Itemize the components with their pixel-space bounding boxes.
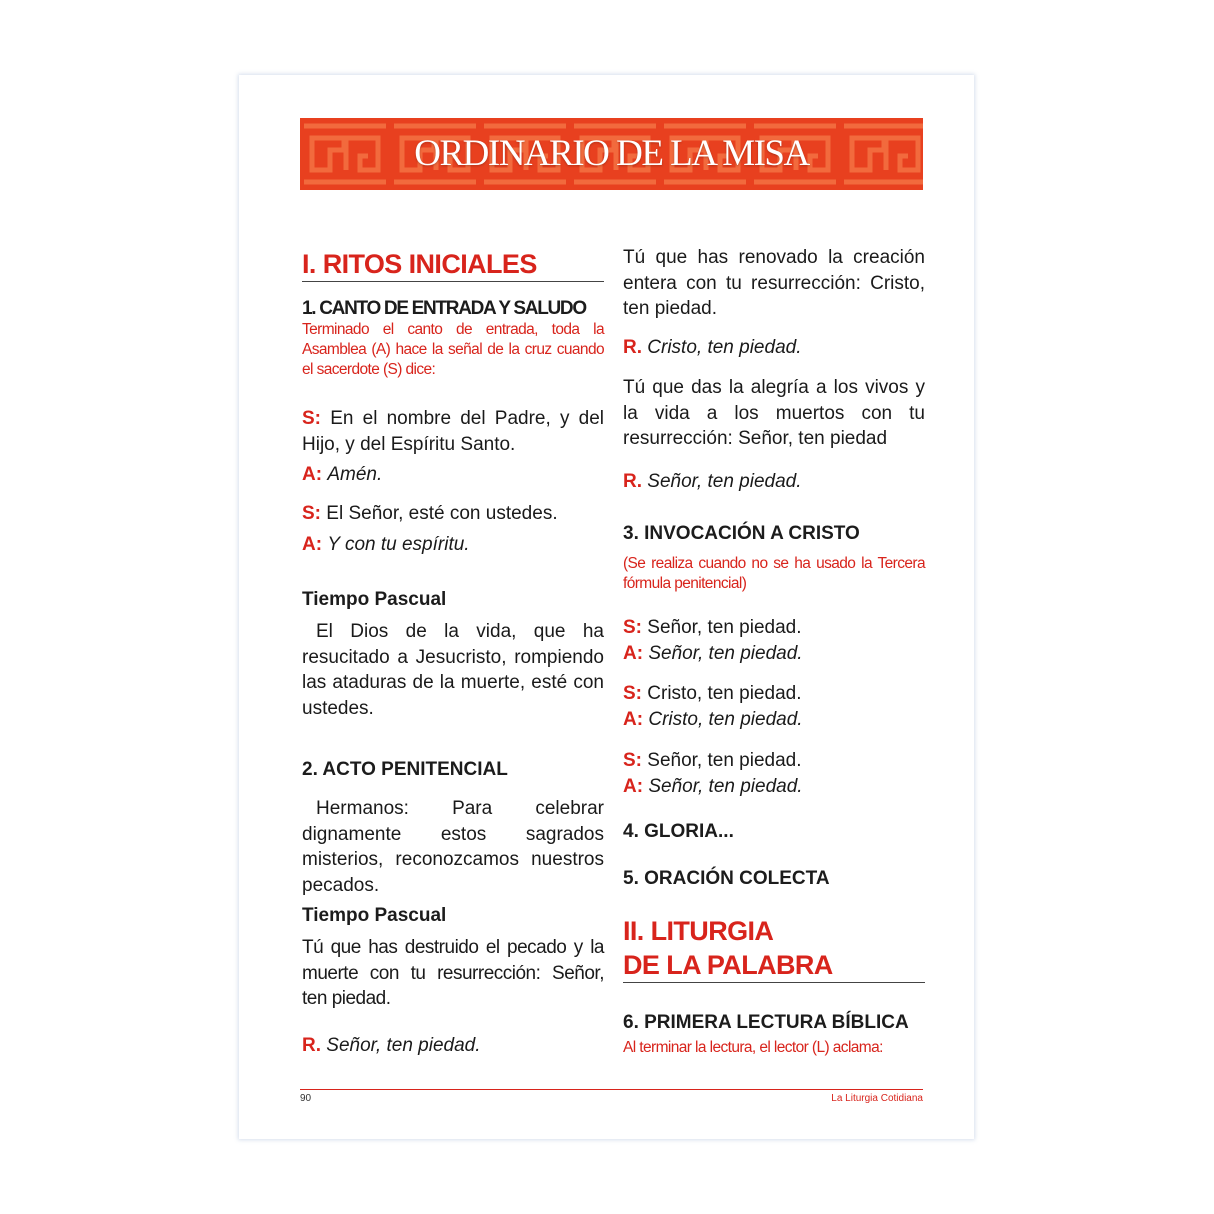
dialogue-s2 bbox=[302, 501, 604, 527]
invocation-pair-2 bbox=[623, 681, 925, 733]
section-heading: I. RITOS INICIALES bbox=[302, 249, 537, 279]
item-heading: 5. ORACIÓN COLECTA bbox=[623, 868, 830, 889]
speaker-label: R. bbox=[302, 1035, 321, 1056]
response-r1 bbox=[302, 1033, 604, 1059]
response-r2 bbox=[623, 335, 925, 361]
rubric-text: Al terminar la lectura, el lector (L) aclama: bbox=[623, 1039, 883, 1056]
section-heading-line: DE LA PALABRA bbox=[623, 950, 833, 980]
paragraph-text: Tú que das la alegría a los vivos y la vida a los muertos con tu resurrección: Señor, ten piedad bbox=[623, 377, 925, 449]
speaker-label: R. bbox=[623, 337, 642, 358]
invocation-pair-3 bbox=[623, 748, 925, 800]
paragraph-text: Tú que has renovado la creación entera con tu resurrección: Cristo, ten piedad. bbox=[623, 247, 925, 319]
section-liturgia-palabra bbox=[623, 914, 925, 983]
dialogue-text: En el nombre del Padre, y del Hijo, y del Espíritu Santo. bbox=[302, 408, 605, 455]
speaker-label: S: bbox=[623, 617, 642, 638]
item-primera-lectura bbox=[623, 1012, 925, 1058]
response-text: Amén. bbox=[327, 464, 383, 485]
section-heading-line: II. LITURGIA bbox=[623, 916, 774, 946]
speaker-label: S: bbox=[302, 408, 321, 429]
speaker-label: S: bbox=[623, 683, 642, 704]
section-rule bbox=[302, 281, 604, 282]
page-title: ORDINARIO DE LA MISA bbox=[414, 133, 809, 174]
dialogue-s1 bbox=[302, 406, 604, 457]
section-rule bbox=[623, 982, 925, 983]
rubric-text: Terminado el canto de entrada, toda la Asamblea (A) hace la señal de la cruz cuando el sacerdote (S) dice: bbox=[302, 321, 604, 378]
dialogue-text: Señor, ten piedad. bbox=[647, 750, 802, 771]
subheading: Tiempo Pascual bbox=[302, 589, 447, 610]
item-canto-entrada bbox=[302, 298, 604, 380]
item-heading: 1. CANTO DE ENTRADA Y SALUDO bbox=[302, 298, 586, 319]
footer-rule bbox=[300, 1089, 923, 1090]
item-gloria bbox=[623, 821, 925, 843]
dialogue-a1 bbox=[302, 462, 604, 488]
speaker-label: A: bbox=[302, 534, 323, 555]
dialogue-text: Señor, ten piedad. bbox=[647, 617, 802, 638]
response-text: Cristo, ten piedad. bbox=[647, 337, 802, 358]
speaker-label: A: bbox=[623, 643, 644, 664]
response-text: Señor, ten piedad. bbox=[648, 776, 803, 797]
invocation-p1 bbox=[623, 245, 925, 322]
response-text: Cristo, ten piedad. bbox=[648, 709, 803, 730]
item-heading: 2. ACTO PENITENCIAL bbox=[302, 759, 508, 780]
page-number: 90 bbox=[300, 1093, 312, 1104]
item-invocacion-cristo bbox=[623, 523, 925, 594]
item-heading: 3. INVOCACIÓN A CRISTO bbox=[623, 523, 860, 544]
paragraph-text: Tú que has destruido el pecado y la muerte con tu resurrección: Señor, ten piedad. bbox=[302, 937, 604, 1009]
tiempo-pascual-penitencial bbox=[302, 905, 604, 1012]
paragraph-text: El Dios de la vida, que ha resucitado a Jesucristo, rompiendo las ataduras de la muerte, esté con ustedes. bbox=[302, 621, 604, 719]
speaker-label: S: bbox=[302, 503, 321, 524]
speaker-label: A: bbox=[623, 709, 644, 730]
section-ritos-iniciales bbox=[302, 247, 604, 282]
title-banner bbox=[300, 118, 923, 190]
subheading: Tiempo Pascual bbox=[302, 905, 447, 926]
response-r3 bbox=[623, 469, 925, 495]
item-acto-penitencial bbox=[302, 759, 604, 898]
invocation-p2 bbox=[623, 375, 925, 452]
tiempo-pascual-greeting bbox=[302, 589, 604, 721]
dialogue-a2 bbox=[302, 532, 604, 558]
paragraph-text: Hermanos: Para celebrar dignamente estos sagrados misterios, reconozcamos nuestros pecados. bbox=[302, 798, 604, 896]
invocation-pair-1 bbox=[623, 615, 925, 667]
item-heading: 4. GLORIA... bbox=[623, 821, 734, 842]
footer-title: La Liturgia Cotidiana bbox=[831, 1093, 923, 1104]
dialogue-text: El Señor, esté con ustedes. bbox=[326, 503, 558, 524]
missal-page bbox=[239, 75, 974, 1139]
item-oracion-colecta bbox=[623, 868, 925, 890]
response-text: Señor, ten piedad. bbox=[326, 1035, 481, 1056]
response-text: Señor, ten piedad. bbox=[648, 643, 803, 664]
speaker-label: R. bbox=[623, 471, 642, 492]
response-text: Señor, ten piedad. bbox=[647, 471, 802, 492]
speaker-label: A: bbox=[623, 776, 644, 797]
item-heading: 6. PRIMERA LECTURA BÍBLICA bbox=[623, 1012, 909, 1033]
speaker-label: S: bbox=[623, 750, 642, 771]
dialogue-text: Cristo, ten piedad. bbox=[647, 683, 802, 704]
speaker-label: A: bbox=[302, 464, 323, 485]
response-text: Y con tu espíritu. bbox=[327, 534, 470, 555]
rubric-text: (Se realiza cuando no se ha usado la Tercera fórmula penitencial) bbox=[623, 555, 925, 592]
